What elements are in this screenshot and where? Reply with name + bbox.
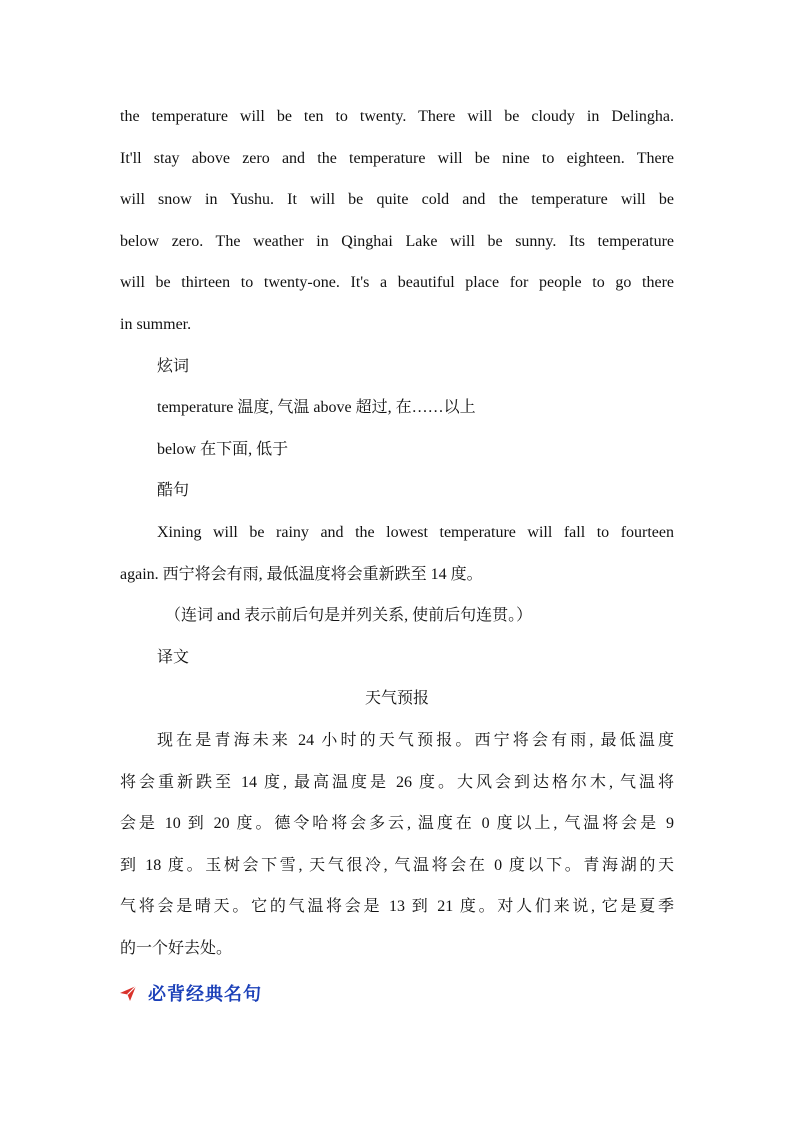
sentence-title: 酷句	[157, 482, 190, 500]
vocab-title: 炫词	[157, 357, 190, 375]
paragraph-weather-english	[120, 96, 674, 346]
vocab-item: below 在下面, 低于	[157, 440, 289, 458]
sentence-line: Xining will be rainy and the lowest temperature will fall to fourteen	[157, 523, 674, 541]
translation-line: 到 18 度。玉树会下雪, 天气很冷, 气温将会在 0 度以下。青海湖的天	[120, 856, 674, 874]
sentence-note: （连词 and 表示前后句是并列关系, 使前后句连贯。）	[165, 607, 533, 625]
translation-line: 现在是青海未来 24 小时的天气预报。西宁将会有雨, 最低温度	[157, 731, 674, 749]
paragraph-line: will snow in Yushu. It will be quite cold and the temperature will be	[120, 191, 674, 209]
paragraph-line: in summer.	[120, 315, 192, 333]
paragraph-line: the temperature will be ten to twenty. There will be cloudy in Delingha.	[120, 108, 674, 125]
section-heading	[120, 975, 674, 1011]
section-heading-text: 必背经典名句	[148, 984, 262, 1006]
translation-line: 将会重新跌至 14 度, 最高温度是 26 度。大风会到达格尔木, 气温将	[120, 773, 674, 791]
translation-line: 会是 10 到 20 度。德令哈将会多云, 温度在 0 度以上, 气温将会是 9	[120, 815, 674, 833]
article-title: 天气预报	[364, 690, 429, 708]
translation-title: 译文	[157, 648, 190, 666]
translation-line: 的一个好去处。	[120, 939, 233, 957]
sentence-section	[120, 470, 674, 636]
paragraph-line: It'll stay above zero and the temperature will be nine to eighteen. There	[120, 149, 674, 167]
vocab-section	[120, 346, 674, 471]
sentence-line: again. 西宁将会有雨, 最低温度将会重新跌至 14 度。	[120, 565, 483, 583]
document-page	[120, 96, 674, 1011]
vocab-item: temperature 温度, 气温 above 超过, 在……以上	[157, 399, 476, 417]
paragraph-line: below zero. The weather in Qinghai Lake will be sunny. Its temperature	[120, 232, 674, 250]
paragraph-line: will be thirteen to twenty-one. It's a beautiful place for people to go there	[120, 274, 674, 292]
translation-section	[120, 637, 674, 970]
translation-line: 气将会是晴天。它的气温将会是 13 到 21 度。对人们来说, 它是夏季	[120, 898, 674, 916]
paper-plane-icon	[118, 983, 138, 1003]
